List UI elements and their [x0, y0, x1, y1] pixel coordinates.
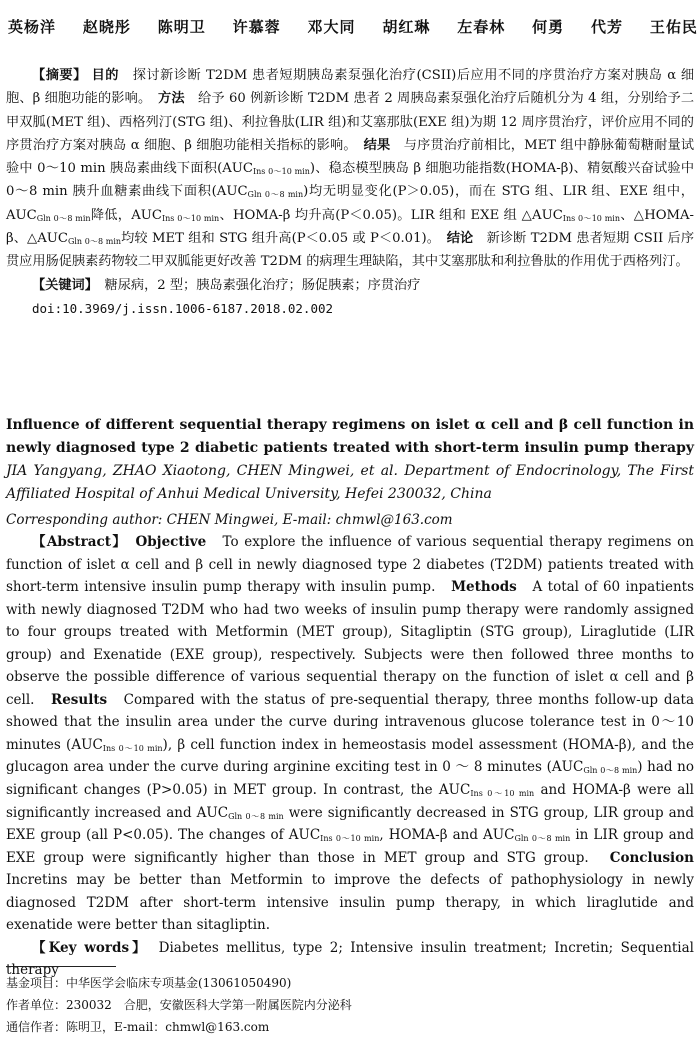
english-abstract [6, 531, 694, 982]
results-text: were significantly decreased in STG group, LIR group and EXE group (all P<0.05). The changes of AUC [6, 804, 695, 844]
keywords-text: 糖尿病，2 型；胰岛素强化治疗；肠促胰素；序贯治疗 [104, 277, 421, 293]
author-name: 左春林 [457, 18, 506, 36]
results-subscript: Ins 0～10 min [470, 789, 535, 799]
author-name: 许慕蓉 [232, 18, 281, 36]
methods-text: A total of 60 inpatients with newly diagnosed T2DM who had two weeks of insulin pump therapy were randomly assigned to four groups treated with Metformin (MET group), Sitagliptin (STG group), Liraglutide (LIR group) and Exenatide (EXE group), respectively. Subjects were then followed three months to observe the possible difference of various sequential therapy on the function of islet α cell and β cell. [6, 579, 695, 708]
author-name: 英杨洋 [8, 18, 57, 36]
results-text: ), β cell function index in hemeostasis model assessment (HOMA-β), and the glucagon area under the curve during arginine exciting test in 0 ～ 8 minutes (AUC [6, 736, 694, 776]
footnote-divider [6, 966, 116, 967]
objective-label: Objective [135, 534, 207, 550]
results-subscript: Gln 0～8 min [247, 190, 304, 200]
results-text: 、HOMA-β 均升高(P＜0.05)。LIR 组和 EXE 组 △AUC [219, 207, 563, 223]
results-subscript: Ins 0～10 min [320, 834, 380, 844]
conclusion-text: 新诊断 T2DM 患者短期 CSII 后序贯应用肠促胰素药物较二甲双胍能更好改善 T2DM 的病理生理缺陷，其中艾塞那肽和利拉鲁肽的作用优于西格列汀。 [6, 231, 695, 270]
results-subscript: Gln 0～8 min [228, 811, 284, 821]
results-subscript: Gln 0～8 min [67, 237, 122, 247]
keywords-tag: 【Key words】 [32, 939, 143, 956]
doi-line: doi:10.3969/j.issn.1006-6187.2018.02.002 [32, 300, 334, 316]
results-text: , HOMA-β and AUC [379, 827, 515, 844]
results-label: Results [50, 691, 108, 708]
results-subscript: Ins 0～10 min [252, 167, 310, 177]
methods-label: 方法 [158, 91, 185, 107]
unit-footnote: 作者单位：230032 合肥，安徽医科大学第一附属医院内分泌科 [6, 998, 352, 1012]
results-text: 、△HOMA-β、△AUC [6, 207, 694, 247]
methods-text: 给予 60 例新诊断 T2DM 患者 2 周胰岛素泵强化治疗后随机分为 4 组，分别给予二甲双胍(MET 组)、西格列汀(STG 组)、利拉鲁肽(LIR 组)和艾塞那肽(EXE 组)为期 12 周序贯治疗，评价应用不同的序贯治疗方案对胰岛 α 细胞、β 细胞功能相关指标的影响。 [6, 91, 695, 153]
results-subscript: Gln 0～8 min [514, 834, 571, 844]
author-name: 邓大同 [307, 18, 356, 36]
fund-footnote: 基金项目：中华医学会临床专项基金(13061050490) [6, 976, 292, 990]
keywords-line [6, 274, 694, 297]
conclusion-label: Conclusion [609, 849, 694, 866]
objective-label: 目的 [91, 68, 119, 83]
results-subscript: Gln 0～8 min [36, 213, 91, 223]
results-text: )、稳态模型胰岛 β 细胞功能指数(HOMA-β)、精氨酸兴奋试验中 0～8 min 胰升血糖素曲线下面积(AUC [6, 161, 695, 200]
results-text: and HOMA-β were all significantly increased and AUC [6, 782, 694, 821]
results-text: 与序贯治疗前相比，MET 组中静脉葡萄糖耐量试验中 0～10 min 胰岛素曲线下面积(AUC [6, 137, 695, 177]
english-affiliation: JIA Yangyang, ZHAO Xiaotong, CHEN Mingwei, et al. Department of Endocrinology, The First Affiliated Hospital of Anhui Medical University, Hefei 230032, China [6, 463, 694, 502]
results-subscript: Ins 0～10 min [161, 213, 220, 223]
results-text: Compared with the status of pre-sequential therapy, three months follow-up data showed that the insulin area under the curve during intravenous glucose tolerance test in 0～10 minutes (AUC [6, 691, 694, 753]
results-label: 结果 [363, 137, 391, 153]
abstract-tag: 【Abstract】 [32, 534, 121, 550]
footnotes [6, 972, 694, 1038]
author-name: 何勇 [532, 18, 565, 36]
results-subscript: Gln 0～8 min [583, 766, 638, 776]
results-text: ) had no significant changes (P>0.05) in MET group. In contrast, the AUC [6, 759, 694, 799]
contact-footnote: 通信作者：陈明卫，E-mail：chmwl@163.com [6, 1020, 270, 1034]
english-title-block [6, 414, 694, 506]
author-name: 胡红琳 [382, 18, 431, 36]
keywords-tag: 【关键词】 [32, 277, 92, 293]
keywords-text: Diabetes mellitus, type 2; Intensive insulin treatment; Incretin; Sequential therapy [6, 939, 694, 979]
abstract-tag: 【摘要】 [32, 68, 87, 83]
conclusion-label: 结论 [446, 231, 474, 247]
results-subscript: Ins 0～10 min [102, 743, 163, 753]
author-name: 王佑民 [649, 18, 698, 36]
objective-text: 探讨新诊断 T2DM 患者短期胰岛素泵强化治疗(CSII)后应用不同的序贯治疗方案对胰岛 α 细胞、β 细胞功能的影响。 [6, 68, 695, 107]
results-text: 降低，AUC [90, 207, 162, 223]
corresponding-author: Corresponding author: CHEN Mingwei, E-mail: chmwl@163.com [6, 512, 453, 528]
methods-label: Methods [451, 579, 517, 596]
results-subscript: Ins 0～10 min [562, 213, 620, 223]
author-name: 代芳 [591, 18, 624, 36]
english-title: Influence of different sequential therapy regimens on islet α cell and β cell function in newly diagnosed type 2 diabetic patients treated with short-term insulin pump therapy [6, 417, 694, 456]
author-name: 赵晓彤 [82, 18, 131, 36]
results-text: in LIR group and EXE group were significantly higher than those in MET group and STG group. [6, 827, 694, 866]
author-name: 陈明卫 [157, 18, 206, 36]
chinese-abstract [6, 64, 694, 320]
objective-text: To explore the influence of various sequential therapy regimens on function of islet α cell and β cell in newly diagnosed type 2 diabetes (T2DM) patients treated with short-term intensive insulin pump therapy with insulin pump. [6, 534, 695, 596]
conclusion-text: Incretins may be better than Metformin to improve the defects of pathophysiology in newly diagnosed T2DM after short-term intensive insulin pump therapy, in which liraglutide and exenatide were better than sitagliptin. [6, 872, 694, 934]
results-text: 均较 MET 组和 STG 组升高(P＜0.05 或 P＜0.01)。 [121, 231, 434, 247]
chinese-abstract-body [6, 64, 694, 274]
results-text: )均无明显变化(P＞0.05)，而在 STG 组、LIR 组、EXE 组中，AUC [6, 184, 694, 223]
author-list [8, 16, 698, 37]
english-abstract-body [6, 531, 694, 937]
